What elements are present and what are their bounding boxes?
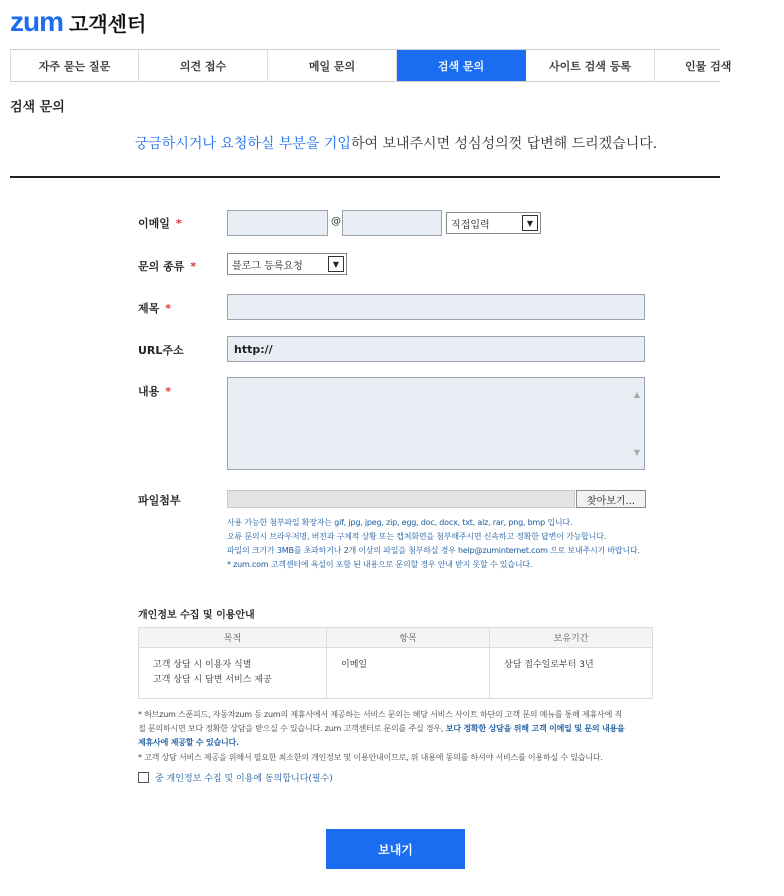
scroll-up-icon[interactable]: ▲ — [633, 390, 640, 399]
browse-file-button[interactable]: 찾아보기... — [576, 490, 646, 508]
content-textarea[interactable] — [227, 377, 645, 470]
email-domain-input[interactable] — [342, 210, 442, 236]
note-line: 파일의 크기가 3MB를 초과하거나 2개 이상의 파일을 첨부하실 경우 help@zuminternet.com 으로 보내주시기 바랍니다. — [227, 546, 640, 555]
url-label — [138, 342, 184, 358]
required-mark: * — [175, 217, 182, 230]
tab-mail-inquiry[interactable]: 메일 문의 — [268, 50, 397, 81]
tab-search-inquiry[interactable]: 검색 문의 — [397, 50, 526, 81]
agree-row[interactable] — [138, 771, 333, 784]
type-label — [138, 258, 196, 274]
url-input[interactable] — [227, 336, 645, 362]
fine-print-partner — [138, 708, 678, 750]
tab-feedback[interactable]: 의견 접수 — [139, 50, 268, 81]
fine-blue-text: 보다 정확한 상담을 위해 고객 이메일 및 문의 내용을 — [443, 724, 625, 733]
page-title: 검색 문의 — [10, 100, 65, 115]
fine-line: * 허브zum 스푼피드, 자동차zum 등 zum의 제휴사에서 제공하는 서비스 문의는 해당 서비스 사이트 하단의 고객 문의 메뉴를 통해 제휴사에 직 — [138, 710, 622, 719]
tab-person-search[interactable]: 인물 검색 — [655, 50, 784, 81]
fine-print-consent: * 고객 상담 서비스 제공을 위해서 필요한 최소한의 개인정보 및 이용안내이므로, 위 내용에 동의를 하셔야 서비스를 이용하실 수 있습니다. — [138, 753, 603, 762]
intro-highlight: 궁금하시거나 요청하실 부분을 기입 — [134, 136, 351, 152]
privacy-header-period: 보유기간 — [490, 628, 653, 648]
subject-input[interactable] — [227, 294, 645, 320]
privacy-title: 개인정보 수집 및 이용안내 — [138, 610, 255, 621]
zum-logo[interactable]: zum — [10, 6, 63, 37]
section-divider — [10, 176, 720, 178]
tab-faq[interactable]: 자주 묻는 질문 — [10, 50, 139, 81]
type-label-text: 문의 종류 — [138, 260, 185, 273]
agree-checkbox[interactable] — [138, 772, 149, 783]
email-at-sign: @ — [331, 216, 341, 227]
required-mark: * — [190, 260, 197, 273]
required-mark: * — [165, 385, 172, 398]
email-label-text: 이메일 — [138, 217, 170, 230]
email-id-input[interactable] — [227, 210, 328, 236]
url-label-text: URL주소 — [138, 344, 184, 357]
privacy-period-cell: 상담 접수일로부터 3년 — [490, 648, 653, 699]
note-line: * zum.com 고객센터에 욕설이 포함 된 내용으로 문의할 경우 안내 받지 못할 수 있습니다. — [227, 560, 533, 569]
content-label-text: 내용 — [138, 385, 160, 398]
header-title: 고객센터 — [69, 12, 147, 36]
note-line: 오류 문의시 브라우저명, 버전과 구체적 상황 또는 캡쳐화면을 첨부해주시면 신속하고 정확한 답변이 가능합니다. — [227, 532, 607, 541]
file-label — [138, 492, 181, 508]
email-domain-select[interactable] — [446, 212, 541, 234]
chevron-down-icon: ▼ — [522, 215, 538, 231]
submit-button[interactable]: 보내기 — [326, 829, 465, 869]
email-domain-select-value: 직접입력 — [451, 219, 490, 231]
scroll-down-icon[interactable]: ▼ — [633, 448, 640, 457]
subject-label — [138, 300, 171, 316]
fine-text: 접 문의하시면 보다 정확한 상담을 받으실 수 있습니다. zum 고객센터로 문의를 주실 경우, — [138, 724, 444, 733]
intro-rest: 하여 보내주시면 성심성의껏 답변해 드리겠습니다. — [350, 136, 658, 152]
subject-label-text: 제목 — [138, 302, 160, 315]
file-path-field[interactable] — [227, 490, 575, 508]
intro-text — [0, 133, 720, 153]
privacy-header-item: 항목 — [327, 628, 490, 648]
privacy-item-cell: 이메일 — [327, 648, 490, 699]
header — [10, 6, 146, 36]
chevron-down-icon: ▼ — [328, 256, 344, 272]
purpose-line: 고객 상담 시 이용자 식별 — [153, 660, 252, 670]
table-row — [139, 648, 653, 699]
inquiry-type-select-value: 블로그 등록요청 — [232, 260, 303, 272]
agree-label[interactable]: 중 개인정보 수집 및 이용에 동의합니다(필수) — [155, 774, 333, 784]
privacy-header-purpose: 목적 — [139, 628, 327, 648]
note-line: 사용 가능한 첨부파일 확장자는 gif, jpg, jpeg, zip, egg, doc, docx, txt, alz, rar, png, bmp 입니다. — [227, 518, 573, 527]
tab-site-registration[interactable]: 사이트 검색 등록 — [526, 50, 655, 81]
privacy-table — [138, 627, 653, 699]
purpose-line: 고객 상담 시 답변 서비스 제공 — [153, 675, 272, 685]
privacy-purpose-cell — [139, 648, 327, 699]
email-label — [138, 215, 182, 231]
content-label — [138, 383, 171, 399]
url-input-value: http:// — [234, 342, 273, 356]
file-label-text: 파일첨부 — [138, 494, 181, 507]
file-notes — [227, 516, 707, 572]
required-mark: * — [165, 302, 172, 315]
fine-line: 제휴사에 제공할 수 있습니다. — [138, 738, 239, 747]
tab-bar — [10, 49, 732, 82]
fine-line — [138, 722, 678, 736]
inquiry-type-select[interactable] — [227, 253, 347, 275]
